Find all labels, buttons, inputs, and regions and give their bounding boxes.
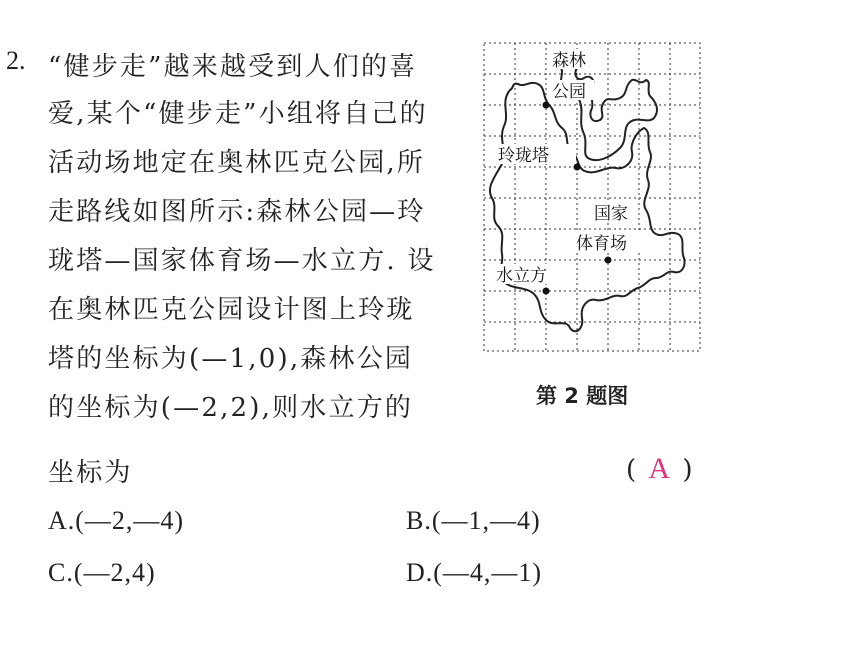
linglong-tower-marker bbox=[574, 164, 581, 171]
question-line-6: 在奥林匹克公园设计图上玲珑 bbox=[48, 295, 415, 325]
option-c[interactable]: C.(—2,4) bbox=[48, 558, 156, 587]
park-map-figure bbox=[480, 40, 702, 358]
stadium-marker bbox=[605, 257, 612, 264]
question-line-4: 走路线如图所示:森林公园—玲 bbox=[48, 197, 426, 227]
question-line-3: 活动场地定在奥林匹克公园,所 bbox=[48, 148, 426, 178]
label-stadium-2: 体育场 bbox=[576, 234, 627, 254]
question-line-1: “健步走”越来越受到人们的喜 bbox=[48, 52, 418, 82]
forest-park-marker bbox=[543, 102, 550, 109]
answer-bracket bbox=[626, 452, 693, 486]
question-line-5: 珑塔—国家体育场—水立方. 设 bbox=[48, 246, 436, 276]
question-line-2: 爱,某个“健步走”小组将自己的 bbox=[48, 99, 428, 129]
option-b[interactable]: B.(—1,—4) bbox=[406, 506, 541, 535]
answer-value: A bbox=[648, 452, 671, 485]
answer-close-paren: ) bbox=[682, 455, 693, 485]
question-line-9: 坐标为 bbox=[48, 458, 133, 488]
label-stadium-1: 国家 bbox=[594, 204, 628, 224]
option-a[interactable]: A.(—2,—4) bbox=[48, 506, 185, 535]
label-forest-park-2: 公园 bbox=[552, 82, 586, 102]
question-number: 2. bbox=[6, 46, 26, 75]
label-linglong-tower: 玲珑塔 bbox=[498, 146, 549, 166]
question-line-7: 塔的坐标为(—1,0),森林公园 bbox=[48, 344, 414, 374]
label-forest-park-1: 森林 bbox=[552, 51, 586, 71]
option-d[interactable]: D.(—4,—1) bbox=[406, 558, 543, 587]
park-boundary-main bbox=[490, 83, 685, 331]
water-cube-marker bbox=[543, 288, 550, 295]
question-line-8: 的坐标为(—2,2),则水立方的 bbox=[48, 393, 414, 423]
answer-open-paren: ( bbox=[626, 455, 637, 485]
figure-caption: 第 2 题图 bbox=[536, 384, 629, 408]
label-water-cube: 水立方 bbox=[496, 266, 547, 286]
